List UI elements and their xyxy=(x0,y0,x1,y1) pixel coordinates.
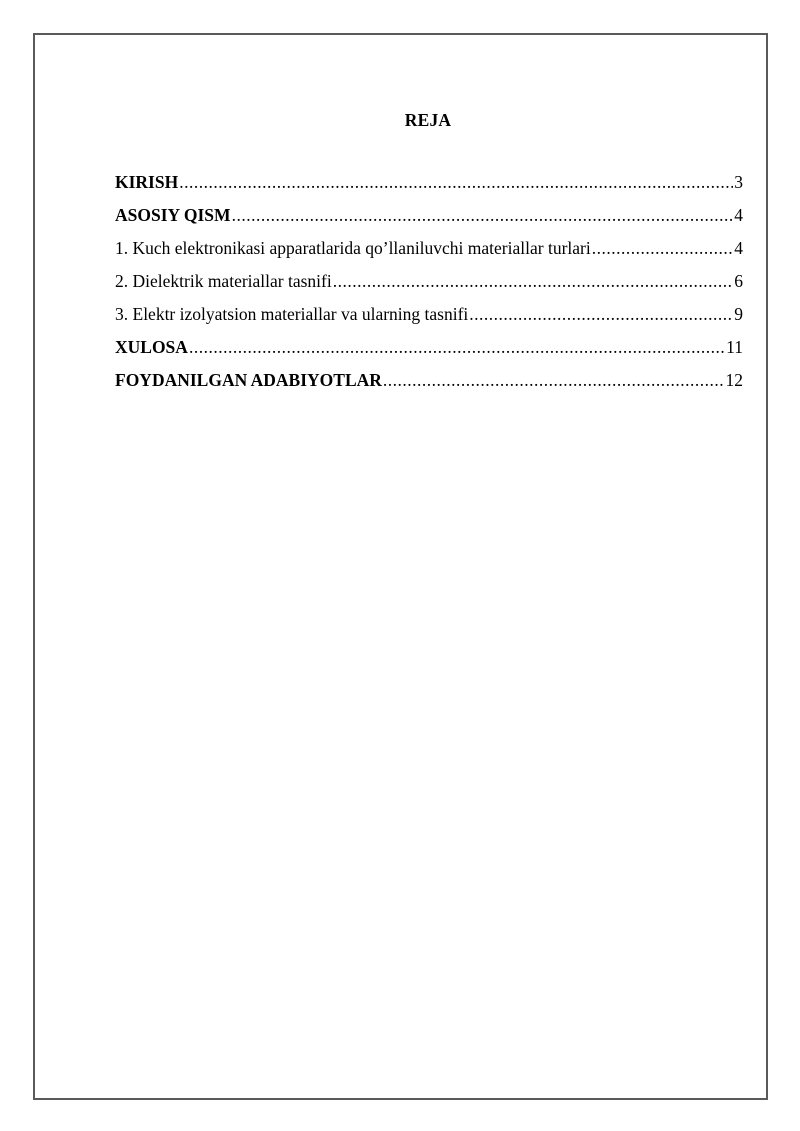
toc-entry-page: 12 xyxy=(725,370,743,390)
toc-entry-label: XULOSA xyxy=(115,337,188,357)
toc-entry-label: 3. Elektr izolyatsion materiallar va ularning tasnifi xyxy=(115,304,469,324)
toc-entry-section-2[interactable] xyxy=(115,270,743,303)
toc-entry-page: 9 xyxy=(734,304,743,324)
toc-leader-dots xyxy=(333,270,734,292)
table-of-contents xyxy=(115,171,743,402)
toc-leader-dots xyxy=(383,369,725,391)
toc-leader-dots xyxy=(592,237,734,259)
toc-entry-foydanilgan-adabiyotlar[interactable] xyxy=(115,369,743,402)
toc-entry-kirish[interactable] xyxy=(115,171,743,204)
toc-leader-dots xyxy=(189,336,725,358)
toc-entry-label: FOYDANILGAN ADABIYOTLAR xyxy=(115,370,382,390)
toc-entry-xulosa[interactable] xyxy=(115,336,743,369)
toc-leader-dots xyxy=(469,303,733,325)
toc-leader-dots xyxy=(232,204,734,226)
page-title: REJA xyxy=(404,110,452,130)
toc-entry-label: KIRISH xyxy=(115,172,179,192)
toc-entry-page: 3 xyxy=(734,172,743,192)
toc-entry-page: 11 xyxy=(726,337,743,357)
toc-entry-page: 4 xyxy=(734,238,743,258)
toc-entry-page: 4 xyxy=(734,205,743,225)
toc-entry-section-3[interactable] xyxy=(115,303,743,336)
toc-entry-label: 2. Dielektrik materiallar tasnifi xyxy=(115,271,332,291)
toc-entry-label: ASOSIY QISM xyxy=(115,205,231,225)
toc-entry-page: 6 xyxy=(734,271,743,291)
toc-leader-dots xyxy=(179,171,733,193)
toc-entry-asosiy-qism[interactable] xyxy=(115,204,743,237)
toc-entry-section-1[interactable] xyxy=(115,237,743,270)
toc-entry-label: 1. Kuch elektronikasi apparatlarida qo’llaniluvchi materiallar turlari xyxy=(115,238,591,258)
